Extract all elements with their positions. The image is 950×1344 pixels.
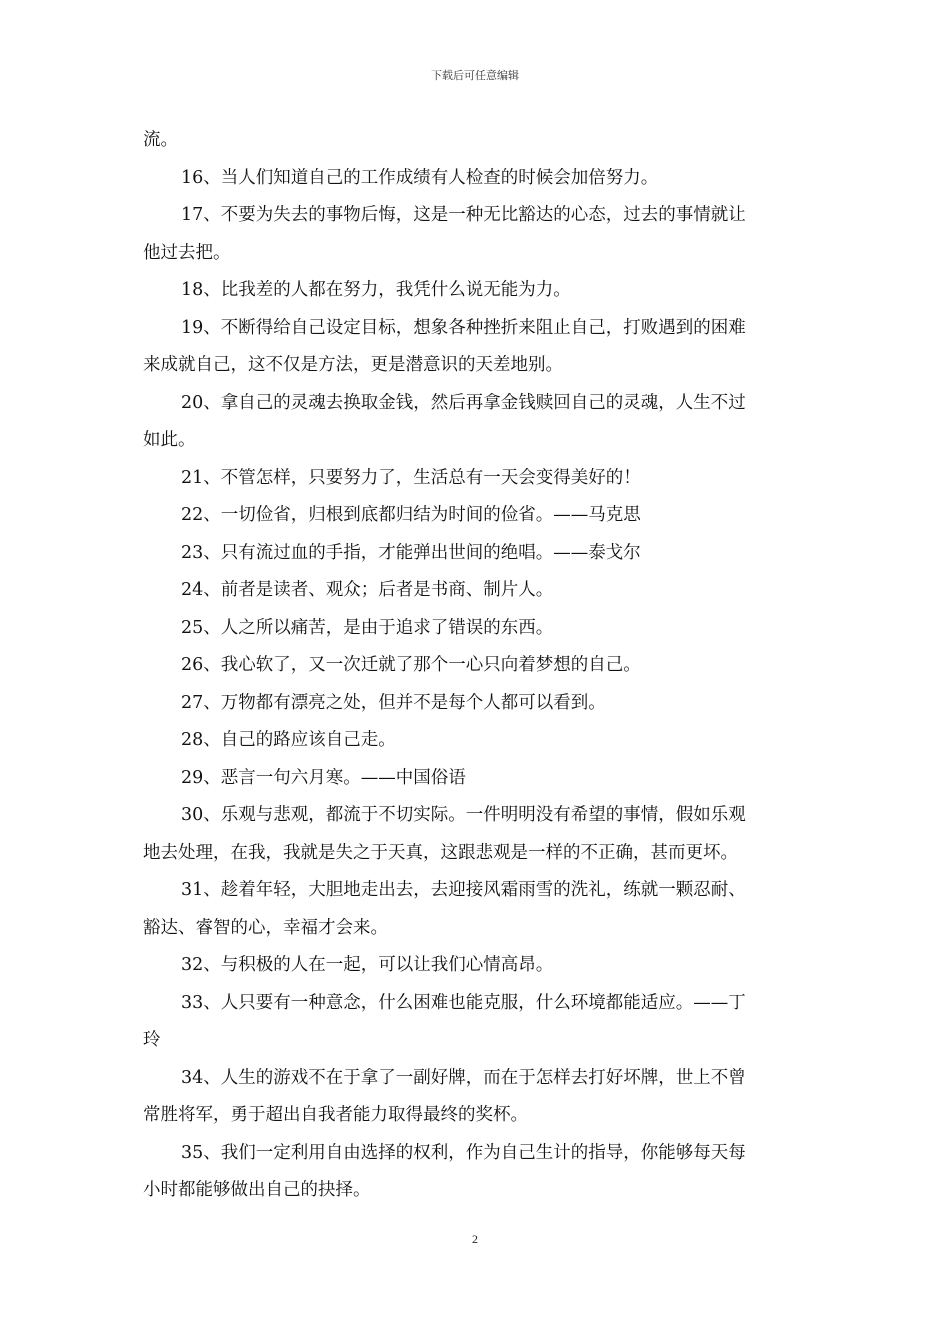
text-line: 35、我们一定利用自由选择的权利，作为自己生计的指导，你能够每天每: [181, 1142, 746, 1163]
text-line: 小时都能够做出自己的抉择。: [143, 1180, 371, 1200]
page-number: 2: [472, 1232, 478, 1246]
text-line: 玲: [143, 1030, 161, 1050]
text-line: 豁达、睿智的心，幸福才会来。: [143, 917, 388, 938]
text-line: 31、趁着年轻，大胆地走出去，去迎接风霜雨雪的洗礼，练就一颗忍耐、: [181, 880, 746, 900]
text-line: 27、万物都有漂亮之处，但并不是每个人都可以看到。: [181, 692, 606, 713]
text-line: 32、与积极的人在一起，可以让我们心情高昂。: [181, 955, 554, 975]
text-line: 23、只有流过血的手指，才能弹出世间的绝唱。——泰戈尔: [181, 542, 641, 563]
text-line: 28、自己的路应该自己走。: [181, 730, 396, 750]
page-header: 下载后可任意编辑: [431, 69, 519, 82]
text-line: 地去处理，在我，我就是失之于天真，这跟悲观是一样的不正确，甚而更坏。: [143, 842, 738, 863]
text-line: 他过去把。: [143, 242, 231, 263]
text-line: 19、不断得给自己设定目标，想象各种挫折来阻止自己，打败遇到的困难: [181, 317, 746, 338]
text-line: 26、我心软了，又一次迁就了那个一心只向着梦想的自己。: [181, 655, 641, 675]
text-line: 33、人只要有一种意念，什么困难也能克服，什么环境都能适应。——丁: [181, 992, 746, 1013]
text-line: 25、人之所以痛苦，是由于追求了错误的东西。: [181, 617, 554, 638]
text-line: 29、恶言一句六月寒。——中国俗语: [181, 767, 466, 788]
text-line: 来成就自己，这不仅是方法，更是潜意识的天差地别。: [143, 355, 563, 375]
text-line: 34、人生的游戏不在于拿了一副好牌，而在于怎样去打好坏牌，世上不曾: [181, 1067, 746, 1088]
text-line: 30、乐观与悲观，都流于不切实际。一件明明没有希望的事情，假如乐观: [181, 805, 746, 825]
text-line: 21、不管怎样，只要努力了，生活总有一天会变得美好的！: [181, 467, 641, 488]
text-line: 流。: [143, 130, 178, 150]
text-line: 18、比我差的人都在努力，我凭什么说无能为力。: [181, 280, 571, 300]
text-line: 17、不要为失去的事物后悔，这是一种无比豁达的心态，过去的事情就让: [181, 205, 746, 225]
text-line: 24、前者是读者、观众；后者是书商、制片人。: [181, 580, 554, 600]
document-body: [143, 122, 807, 1210]
text-line: 22、一切俭省，归根到底都归结为时间的俭省。——马克思: [181, 505, 641, 525]
text-line: 20、拿自己的灵魂去换取金钱，然后再拿金钱赎回自己的灵魂，人生不过: [181, 392, 746, 413]
text-line: 如此。: [143, 430, 196, 450]
text-line: 常胜将军，勇于超出自我者能力取得最终的奖杯。: [143, 1105, 528, 1125]
text-line: 16、当人们知道自己的工作成绩有人检查的时候会加倍努力。: [181, 167, 659, 188]
